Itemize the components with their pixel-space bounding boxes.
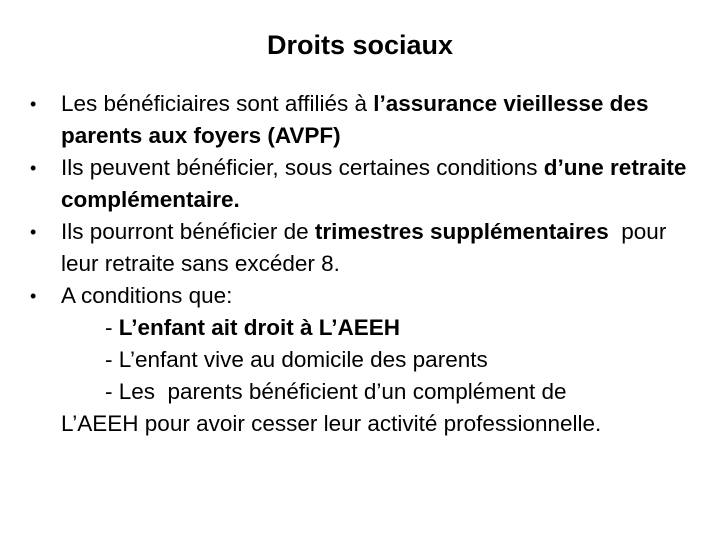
condition-complement: - Les parents bénéficient d’un complément de xyxy=(105,379,567,404)
condition-prefix: - xyxy=(105,315,119,340)
bullet-dot-icon: • xyxy=(30,158,37,178)
slide-title: Droits sociaux xyxy=(266,30,454,60)
bullet-text: Ils pourront bénéficier de xyxy=(61,219,315,244)
bullet-text: Ils peuvent bénéficier, sous certaines conditions xyxy=(61,155,544,180)
bullet-conditions xyxy=(30,280,700,312)
bullet-text: Les bénéficiaires sont affiliés à xyxy=(61,91,374,116)
bullet-text: pour leur retraite sans excéder 8. xyxy=(61,219,673,276)
bullet-dot-icon: • xyxy=(30,222,37,242)
condition-domicile: - L’enfant vive au domicile des parents xyxy=(105,347,488,372)
bullet-text: A conditions que: xyxy=(61,283,233,308)
bullet-bold-text: d’une retraite complémentaire. xyxy=(61,155,687,212)
bullet-retraite xyxy=(30,152,700,216)
condition-continuation: L’AEEH pour avoir cesser leur activité professionnelle. xyxy=(61,411,602,436)
bullet-avpf xyxy=(30,88,700,152)
bullet-bold-text: trimestres supplémentaires xyxy=(314,219,609,244)
condition-droit-aeeh xyxy=(30,312,700,344)
slide-content xyxy=(30,88,700,440)
bullet-dot-icon: • xyxy=(30,94,37,114)
bullet-dot-icon: • xyxy=(30,286,37,306)
bullet-trimestres xyxy=(30,216,700,280)
condition-bold-text: L’enfant ait droit à L’AEEH xyxy=(118,315,401,340)
bullet-bold-text: l’assurance vieillesse des parents aux foyers (AVPF) xyxy=(61,91,649,148)
